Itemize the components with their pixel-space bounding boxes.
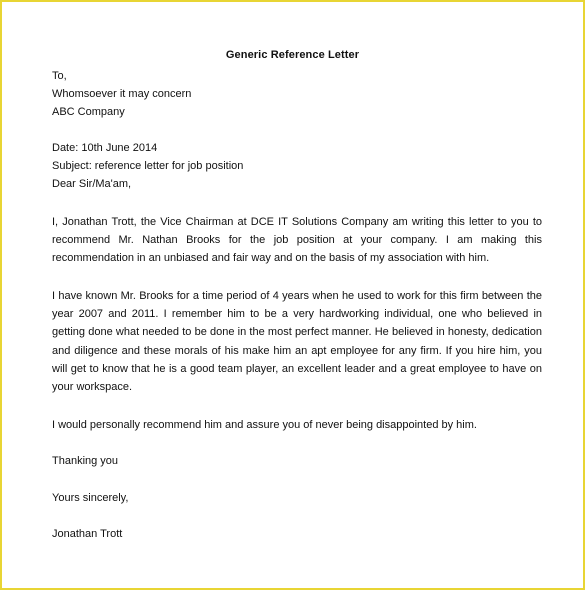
subject-line: Subject: reference letter for job position [52, 160, 244, 172]
company-line: ABC Company [52, 106, 125, 118]
greeting-line: Dear Sir/Ma'am, [52, 178, 132, 190]
thanks-line: Thanking you [52, 455, 119, 467]
recipient-line: Whomsoever it may concern [52, 88, 192, 100]
paragraph-intro: I, Jonathan Trott, the Vice Chairman at DCE IT Solutions Company am writing this letter to you to recommend Mr. Nathan Brooks for the job position at your company. I am making this recommendation in an unbiased and fair way and on the basis of my association with him. [52, 216, 542, 265]
to-line: To, [52, 70, 67, 82]
closing-line: Yours sincerely, [52, 492, 129, 504]
letter-title: Generic Reference Letter [225, 49, 360, 61]
date-line: Date: 10th June 2014 [52, 142, 158, 154]
signature-line: Jonathan Trott [52, 528, 123, 540]
paragraph-body: I have known Mr. Brooks for a time period of 4 years when he used to work for this firm between the year 2007 and 2011. I remember him to be a very hardworking individual, one who believed in getting done what needed to be done in the most perfect manner. He believed in honesty, dedication and diligence and these morals of his make him an apt employee for any firm. If you hire him, you will get to know that he is a good team player, an excellent leader and a great employee to have on your workspace. [52, 290, 542, 394]
paragraph-recommendation: I would personally recommend him and assure you of never being disappointed by him. [52, 419, 477, 431]
